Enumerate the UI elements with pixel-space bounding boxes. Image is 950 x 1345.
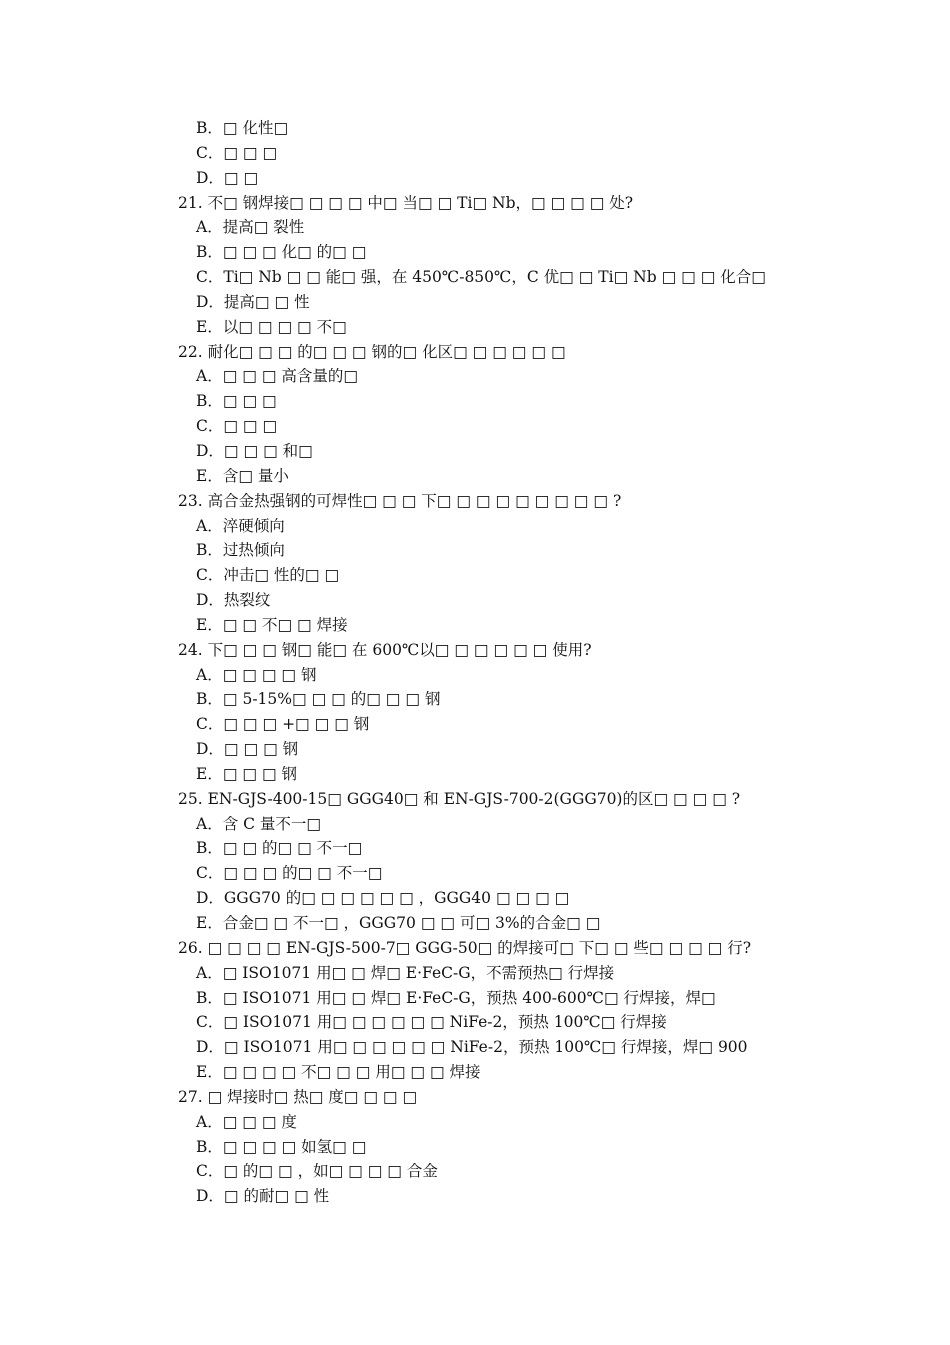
question-line: 26. □ □ □ □ EN-GJS-500-7□ GGG-50□ 的焊接可□ 下□ □ 些□ □ □ □ 行?: [178, 938, 752, 957]
option-line: C．□ ISO1071 用□ □ □ □ □ □ NiFe-2，预热 100℃□ 行焊接: [196, 1013, 667, 1032]
option-line: A．□ ISO1071 用□ □ 焊□ E·FeC-G，不需预热□ 行焊接: [196, 963, 615, 982]
option-line: A．提高□ 裂性: [196, 218, 305, 237]
option-line: C．冲击□ 性的□ □: [196, 566, 340, 585]
question-line: 27. □ 焊接时□ 热□ 度□ □ □ □: [178, 1087, 418, 1106]
option-line: B．□ □ 的□ □ 不一□: [196, 839, 363, 858]
question-line: 21. 不□ 钢焊接□ □ □ □ 中□ 当□ □ Ti□ Nb，□ □ □ □ 处?: [178, 193, 634, 212]
option-line: E．□ □ □ 钢: [196, 764, 298, 783]
question-line: 23. 高合金热强钢的可焊性□ □ □ 下□ □ □ □ □ □ □ □ □ ?: [178, 491, 622, 510]
question-list: [178, 116, 798, 1209]
option-line: E．以□ □ □ □ 不□: [196, 317, 347, 336]
option-line: A．淬硬倾向: [196, 516, 285, 535]
option-line: C．□ □ □: [196, 417, 278, 436]
option-line: E．合金□ □ 不一□ ，GGG70 □ □ 可□ 3%的合金□ □: [196, 914, 601, 932]
option-line: D．□ □: [196, 168, 259, 187]
option-line: D．热裂纹: [196, 591, 271, 610]
option-line: B．□ □ □ 化□ 的□ □: [196, 243, 367, 262]
option-line: E．含□ 量小: [196, 466, 289, 485]
option-line: B．过热倾向: [196, 541, 285, 560]
question-line: 25. EN-GJS-400-15□ GGG40□ 和 EN-GJS-700-2(GGG70)的区□ □ □ □ ?: [178, 789, 741, 808]
option-line: B．□ 5-15%□ □ □ 的□ □ □ 钢: [196, 690, 441, 709]
question-line: 24. 下□ □ □ 钢□ 能□ 在 600℃以□ □ □ □ □ □ 使用?: [178, 640, 592, 659]
option-line: D．GGG70 的□ □ □ □ □ □ ，GGG40 □ □ □ □: [196, 889, 570, 908]
option-line: D．提高□ □ 性: [196, 292, 310, 311]
option-line: E．□ □ 不□ □ 焊接: [196, 615, 348, 634]
question-line: 22. 耐化□ □ □ 的□ □ □ 钢的□ 化区□ □ □ □ □ □: [178, 342, 566, 361]
option-line: D．□ □ □ 和□: [196, 441, 313, 460]
option-line: E．□ □ □ □ 不□ □ □ 用□ □ □ 焊接: [196, 1063, 481, 1082]
option-line: A．□ □ □ □ 钢: [196, 665, 317, 684]
option-line: B．□ □ □: [196, 392, 277, 411]
option-line: B．□ □ □ □ 如氢□ □: [196, 1137, 367, 1156]
option-line: A．□ □ □ 高含量的□: [196, 367, 359, 386]
option-line: B．□ ISO1071 用□ □ 焊□ E·FeC-G，预热 400-600℃□ 行焊接，焊□: [196, 988, 716, 1007]
option-line: A．含 C 量不一□: [196, 814, 322, 833]
option-line: A．□ □ □ 度: [196, 1112, 297, 1131]
option-line: B．□ 化性□: [196, 119, 289, 137]
option-line: C．□ 的□ □ ，如□ □ □ □ 合金: [196, 1162, 438, 1181]
option-line: D．□ 的耐□ □ 性: [196, 1187, 330, 1206]
option-line: C．Ti□ Nb □ □ 能□ 强，在 450℃-850℃，C 优□ □ Ti□ Nb □ □ □ 化合□: [196, 268, 766, 287]
option-line: D．□ □ □ 钢: [196, 740, 299, 759]
option-line: C．□ □ □ +□ □ □ 钢: [196, 715, 370, 734]
option-line: C．□ □ □ 的□ □ 不一□: [196, 864, 383, 883]
option-line: D．□ ISO1071 用□ □ □ □ □ □ NiFe-2，预热 100℃□ 行焊接，焊□ 900: [196, 1038, 748, 1057]
option-line: C．□ □ □: [196, 143, 278, 162]
